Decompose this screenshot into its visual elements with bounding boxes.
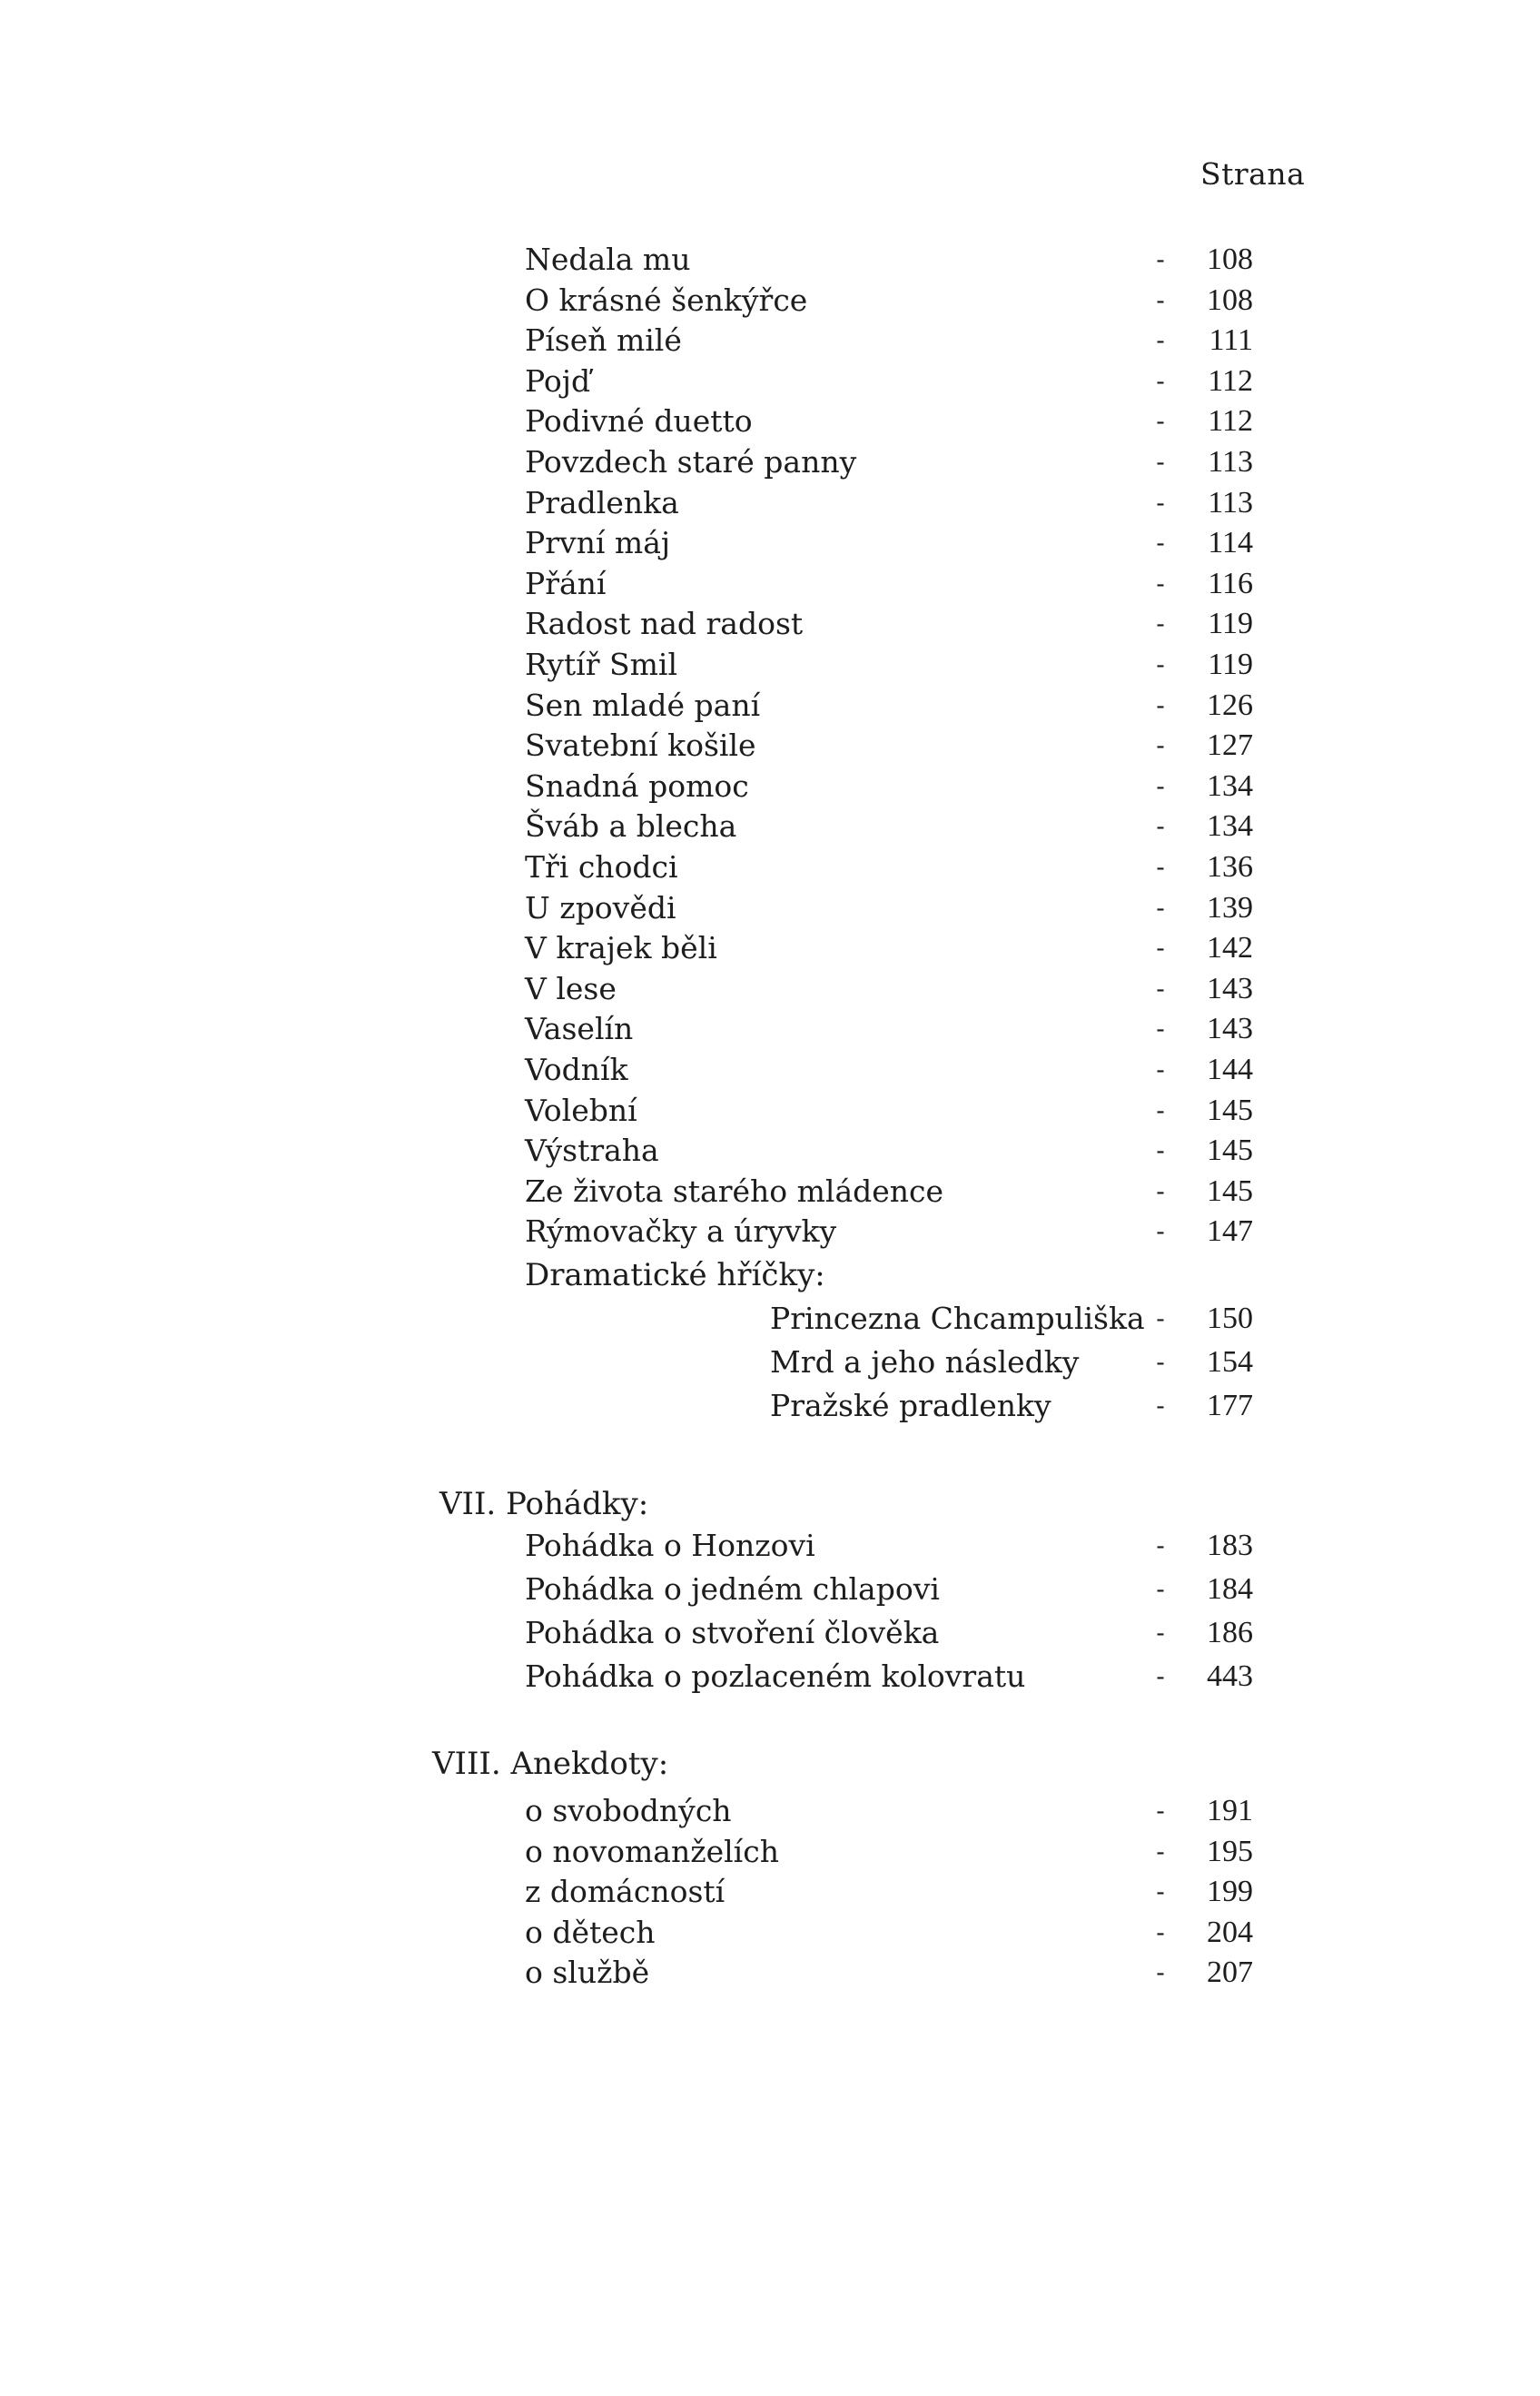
entry-dash: -	[1156, 1054, 1165, 1084]
dramaticke-heading: Dramatické hříčky:	[525, 1257, 825, 1293]
toc-entry	[0, 1791, 1540, 1831]
entry-dash: -	[1156, 974, 1165, 1004]
entry-page-number: 143	[1207, 1012, 1253, 1045]
toc-entry	[0, 807, 1540, 847]
toc-entry	[0, 564, 1540, 604]
entry-title: Pohádka o stvoření člověka	[525, 1615, 940, 1650]
entry-title: V lese	[525, 971, 617, 1006]
toc-entry	[0, 1657, 1540, 1697]
toc-entry	[0, 1569, 1540, 1609]
entry-dash: -	[1156, 1303, 1165, 1333]
entry-dash: -	[1156, 325, 1165, 355]
entry-dash: -	[1156, 771, 1165, 801]
entry-dash: -	[1156, 244, 1165, 274]
entry-page-number: 147	[1207, 1214, 1253, 1248]
toc-entry	[0, 888, 1540, 928]
toc-entry	[0, 1050, 1540, 1090]
toc-entry	[0, 321, 1540, 361]
entry-title: Pojď	[525, 363, 591, 399]
entry-page-number: 134	[1207, 809, 1253, 843]
entry-page-number: 184	[1207, 1572, 1253, 1606]
toc-entry	[0, 281, 1540, 321]
entry-page-number: 113	[1208, 445, 1253, 479]
entry-page-number: 114	[1208, 526, 1253, 559]
entry-title: Pradlenka	[525, 485, 679, 520]
entry-page-number: 144	[1207, 1053, 1253, 1086]
entry-dash: -	[1156, 730, 1165, 760]
toc-entry	[0, 1832, 1540, 1872]
entry-page-number: 145	[1207, 1134, 1253, 1167]
toc-entry	[0, 1872, 1540, 1912]
entry-dash: -	[1156, 1917, 1165, 1947]
entry-title: Tři chodci	[525, 849, 678, 885]
entry-page-number: 119	[1208, 648, 1253, 681]
entry-page-number: 116	[1208, 567, 1253, 600]
entry-page-number: 191	[1207, 1794, 1253, 1827]
toc-entry	[0, 686, 1540, 726]
entry-title: Přání	[525, 566, 607, 601]
entry-title: Povzdech staré panny	[525, 444, 857, 480]
entry-title: Rytíř Smil	[525, 647, 677, 682]
entry-title: První máj	[525, 525, 671, 560]
toc-entry	[0, 1299, 1540, 1339]
entry-dash: -	[1156, 528, 1165, 558]
toc-entry	[0, 604, 1540, 644]
entry-dash: -	[1156, 649, 1165, 679]
entry-page-number: 199	[1207, 1875, 1253, 1908]
entry-page-number: 204	[1207, 1916, 1253, 1949]
entry-dash: -	[1156, 1618, 1165, 1648]
entry-title: Vaselín	[525, 1011, 634, 1046]
entry-page-number: 207	[1207, 1955, 1253, 1989]
entry-dash: -	[1156, 285, 1165, 315]
entry-dash: -	[1156, 852, 1165, 882]
entry-page-number: 126	[1207, 688, 1253, 722]
entry-dash: -	[1156, 1135, 1165, 1165]
entry-page-number: 119	[1208, 607, 1253, 640]
entry-title: z domácností	[525, 1874, 726, 1909]
entry-title: O krásné šenkýřce	[525, 282, 808, 318]
entry-title: o službě	[525, 1955, 650, 1990]
entry-dash: -	[1156, 1661, 1165, 1691]
toc-entry	[0, 1009, 1540, 1049]
toc-entry	[0, 401, 1540, 441]
toc-entry	[0, 1212, 1540, 1252]
entry-title: Pohádka o jedném chlapovi	[525, 1571, 940, 1607]
toc-entry	[0, 1342, 1540, 1382]
entry-title: Ze života starého mládence	[525, 1173, 944, 1209]
entry-dash: -	[1156, 933, 1165, 963]
entry-dash: -	[1156, 366, 1165, 396]
entry-dash: -	[1156, 1574, 1165, 1604]
entry-title: Mrd a jeho následky	[770, 1344, 1080, 1380]
entry-title: Snadná pomoc	[525, 768, 749, 804]
entry-dash: -	[1156, 1176, 1165, 1206]
toc-entry	[0, 969, 1540, 1009]
entry-title: V krajek běli	[525, 930, 717, 965]
entry-page-number: 183	[1207, 1529, 1253, 1562]
entry-dash: -	[1156, 1014, 1165, 1044]
toc-entry	[0, 483, 1540, 523]
entry-page-number: 139	[1207, 891, 1253, 925]
entry-title: o svobodných	[525, 1793, 732, 1828]
entry-dash: -	[1156, 406, 1165, 436]
strana-column-label: Strana	[1200, 156, 1306, 192]
entry-dash: -	[1156, 609, 1165, 639]
toc-entry	[0, 1172, 1540, 1212]
entry-title: Sen mladé paní	[525, 688, 761, 723]
toc-entry	[0, 442, 1540, 482]
entry-dash: -	[1156, 1957, 1165, 1987]
entry-page-number: 113	[1208, 486, 1253, 520]
entry-dash: -	[1156, 569, 1165, 599]
entry-dash: -	[1156, 690, 1165, 720]
entry-title: Princezna Chcampuliška	[770, 1301, 1145, 1336]
entry-page-number: 195	[1207, 1835, 1253, 1868]
section-viii-heading: VIII. Anekdoty:	[432, 1746, 669, 1782]
toc-entry	[0, 767, 1540, 807]
entry-title: Šváb a blecha	[525, 808, 737, 844]
toc-entry	[0, 240, 1540, 280]
entry-page-number: 154	[1207, 1345, 1253, 1379]
entry-dash: -	[1156, 1837, 1165, 1866]
entry-title: Nedala mu	[525, 242, 691, 277]
entry-title: Radost nad radost	[525, 606, 804, 641]
entry-page-number: 186	[1207, 1616, 1253, 1649]
entry-dash: -	[1156, 1095, 1165, 1125]
entry-page-number: 443	[1207, 1659, 1253, 1693]
entry-title: Podivné duetto	[525, 403, 753, 439]
entry-page-number: 108	[1207, 243, 1253, 276]
entry-dash: -	[1156, 1347, 1165, 1377]
entry-dash: -	[1156, 1391, 1165, 1421]
entry-title: o novomanželích	[525, 1834, 779, 1869]
toc-entry	[0, 726, 1540, 766]
entry-page-number: 127	[1207, 728, 1253, 762]
entry-page-number: 177	[1207, 1389, 1253, 1422]
entry-page-number: 112	[1208, 404, 1253, 438]
entry-title: Pohádka o pozlaceném kolovratu	[525, 1658, 1026, 1694]
entry-dash: -	[1156, 1530, 1165, 1560]
entry-dash: -	[1156, 488, 1165, 518]
toc-entry	[0, 1613, 1540, 1653]
entry-title: Výstraha	[525, 1133, 659, 1168]
entry-dash: -	[1156, 1876, 1165, 1906]
entry-title: Vodník	[525, 1052, 628, 1087]
entry-title: Pohádka o Honzovi	[525, 1528, 815, 1563]
toc-entry	[0, 1386, 1540, 1426]
toc-entry	[0, 847, 1540, 887]
entry-title: Volební	[525, 1093, 637, 1128]
toc-entry	[0, 645, 1540, 685]
entry-page-number: 134	[1207, 769, 1253, 803]
entry-title: Pražské pradlenky	[770, 1388, 1051, 1423]
entry-title: U zpovědi	[525, 890, 676, 926]
toc-entry	[0, 1526, 1540, 1566]
entry-title: Rýmovačky a úryvky	[525, 1213, 837, 1249]
entry-dash: -	[1156, 811, 1165, 841]
entry-page-number: 143	[1207, 972, 1253, 1005]
entry-page-number: 145	[1207, 1174, 1253, 1208]
toc-entry	[0, 1913, 1540, 1953]
toc-entry	[0, 1131, 1540, 1171]
entry-dash: -	[1156, 893, 1165, 923]
toc-entry	[0, 928, 1540, 968]
entry-title: Svatební košile	[525, 728, 756, 763]
toc-entry	[0, 523, 1540, 563]
toc-entry	[0, 1953, 1540, 1993]
entry-dash: -	[1156, 1216, 1165, 1246]
entry-page-number: 111	[1209, 323, 1253, 357]
entry-page-number: 150	[1207, 1302, 1253, 1335]
entry-page-number: 108	[1207, 283, 1253, 317]
toc-entry	[0, 361, 1540, 401]
entry-page-number: 142	[1207, 931, 1253, 965]
entry-page-number: 145	[1207, 1094, 1253, 1127]
entry-title: o dětech	[525, 1915, 656, 1950]
entry-title: Píseň milé	[525, 322, 682, 358]
entry-page-number: 136	[1207, 850, 1253, 884]
entry-dash: -	[1156, 1796, 1165, 1826]
entry-dash: -	[1156, 447, 1165, 477]
entry-page-number: 112	[1208, 364, 1253, 398]
toc-entry	[0, 1091, 1540, 1131]
section-vii-heading: VII. Pohádky:	[439, 1486, 649, 1522]
